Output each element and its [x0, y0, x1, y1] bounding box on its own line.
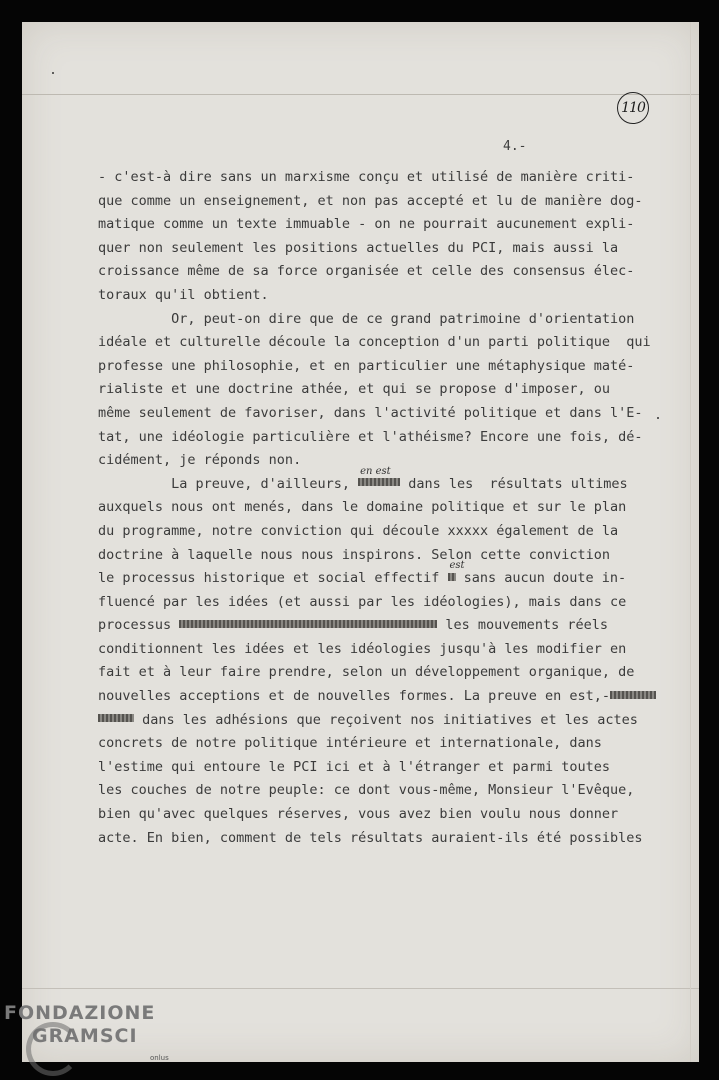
- text-segment: La preuve, d'ailleurs,: [98, 475, 359, 492]
- text-line: tat, une idéologie particulière et l'athéisme? Encore une fois, dé-: [98, 428, 643, 445]
- text-line: Or, peut-on dire que de ce grand patrimoine d'orientation: [98, 310, 635, 327]
- text-line: du programme, notre conviction qui découle xxxxx également de la: [98, 522, 619, 539]
- text-line: [98, 614, 658, 638]
- text-line: fait et à leur faire prendre, selon un développement organique, de: [98, 664, 635, 681]
- watermark-line-2: GRAMSCI: [32, 1025, 138, 1047]
- text-segment: dans les résultats ultimes: [400, 475, 628, 492]
- fold-line-right: [690, 22, 691, 1062]
- text-segment: nouvelles acceptions et de nouvelles formes. La preuve en est,-: [98, 688, 611, 705]
- struck-out-word: [610, 691, 656, 699]
- text-line: quer non seulement les positions actuelles du PCI, mais aussi la: [98, 239, 619, 256]
- text-line: - c'est-à dire sans un marxisme conçu et utilisé de manière criti-: [98, 169, 635, 185]
- text-segment: processus: [98, 617, 180, 634]
- text-line: [98, 685, 658, 709]
- text-line: fluencé par les idées (et aussi par les idéologies), mais dans ce: [98, 593, 627, 610]
- watermark-line-3: onlus: [150, 1054, 169, 1062]
- text-line: cidément, je réponds non.: [98, 452, 302, 469]
- text-line: acte. En bien, comment de tels résultats auraient-ils été possibles: [98, 829, 643, 846]
- text-line: même seulement de favoriser, dans l'activité politique et dans l'E-: [98, 404, 643, 421]
- text-line: croissance même de sa force organisée et celle des consensus élec-: [98, 263, 635, 280]
- text-segment: les mouvements réels: [437, 617, 608, 634]
- text-line: matique comme un texte immuable - on ne pourrait aucunement expli-: [98, 216, 635, 233]
- handwritten-insertion: [448, 560, 465, 591]
- text-line: toraux qu'il obtient.: [98, 286, 269, 303]
- fold-line-bottom: [22, 988, 699, 989]
- struck-out-word: [98, 714, 134, 722]
- ink-speck: [52, 72, 54, 74]
- text-line: doctrine à laquelle nous nous inspirons. Selon cette conviction: [98, 546, 611, 563]
- g-logo-icon: [26, 1022, 80, 1076]
- text-segment: le processus historique et social effectif: [98, 570, 448, 587]
- text-segment: dans les adhésions que reçoivent nos initiatives et les actes: [134, 711, 638, 728]
- fondazione-gramsci-watermark: [4, 1002, 169, 1062]
- text-line: l'estime qui entoure le PCI ici et à l'étranger et parmi toutes: [98, 758, 611, 775]
- text-line: [98, 560, 658, 591]
- handwritten-note: est: [449, 560, 465, 572]
- text-segment: sans aucun doute in-: [455, 570, 627, 587]
- fold-line-top: [22, 94, 699, 95]
- text-line: les couches de notre peuple: ce dont vous-même, Monsieur l'Evêque,: [98, 782, 635, 799]
- struck-out-phrase: [179, 620, 437, 628]
- text-line: rialiste et une doctrine athée, et qui se propose d'imposer, ou: [98, 381, 611, 398]
- watermark-line-1: FONDAZIONE: [4, 1002, 156, 1024]
- handwritten-note: en est: [360, 465, 391, 477]
- text-line: concrets de notre politique intérieure et internationale, dans: [98, 735, 602, 752]
- typed-text-body: [98, 166, 658, 850]
- text-line: auxquels nous ont menés, dans le domaine politique et sur le plan: [98, 499, 627, 516]
- handwritten-insertion: [358, 465, 400, 497]
- text-line: conditionnent les idées et les idéologies jusqu'à les modifier en: [98, 640, 627, 657]
- text-line: [98, 709, 658, 733]
- folio-stamp: 110: [617, 92, 649, 124]
- text-line: professe une philosophie, et en particulier une métaphysique maté-: [98, 357, 635, 374]
- text-line: [98, 465, 658, 497]
- text-line: bien qu'avec quelques réserves, vous avez bien voulu nous donner: [98, 806, 619, 823]
- text-line: que comme un enseignement, et non pas accepté et lu de manière dog-: [98, 192, 643, 209]
- page-number: 4.-: [503, 139, 527, 154]
- text-line: idéale et culturelle découle la conception d'un parti politique qui: [98, 334, 651, 351]
